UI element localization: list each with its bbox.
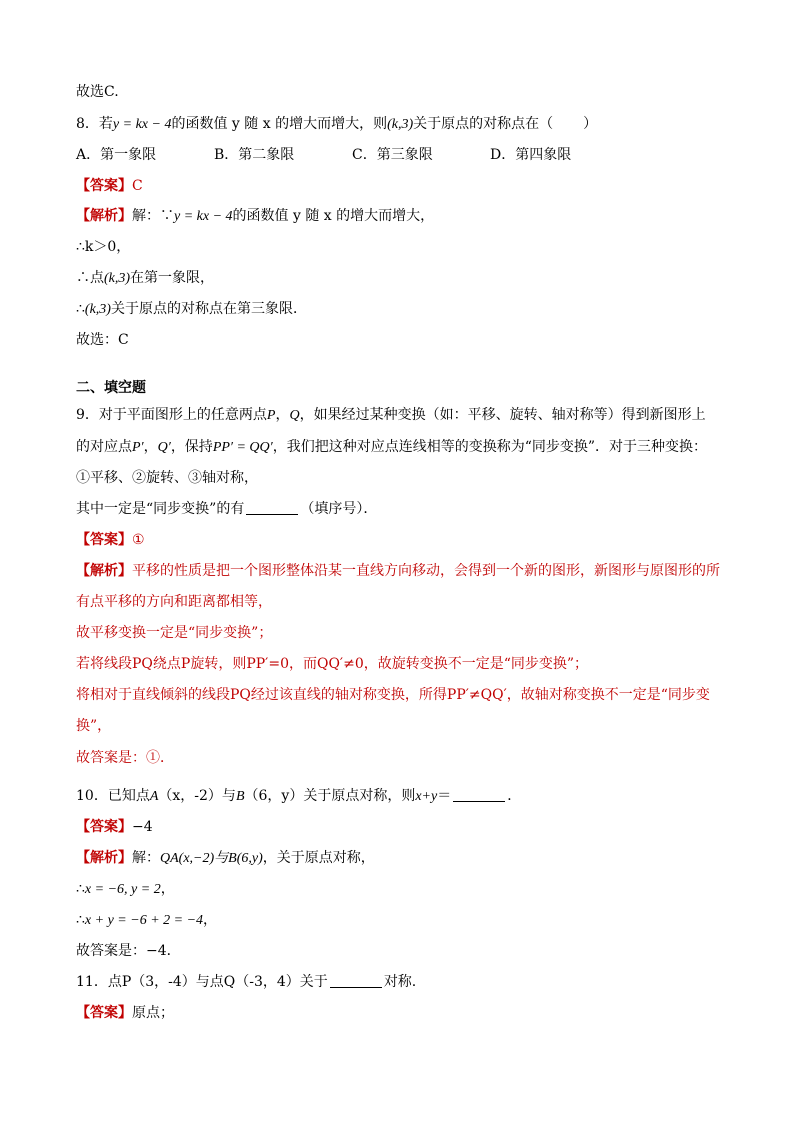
text: ， bbox=[203, 912, 218, 928]
text: ∴点 bbox=[76, 270, 104, 286]
text-line bbox=[76, 910, 217, 931]
math-expression: (k,3) bbox=[104, 271, 131, 286]
explanation-tag: 【解析】 bbox=[76, 563, 132, 579]
answer-value: ① bbox=[132, 532, 145, 548]
text: ，我们把这种对应点连线相等的变换称为“同步变换”．对于三种变换： bbox=[272, 439, 708, 455]
text: 关于原点的对称点在第三象限． bbox=[110, 301, 307, 317]
text-line bbox=[76, 654, 588, 674]
text-line bbox=[76, 299, 307, 320]
question-10 bbox=[76, 786, 521, 807]
math-expression: x = −6, y = 2 bbox=[84, 882, 161, 897]
explanation-line bbox=[76, 848, 375, 869]
text-line bbox=[76, 879, 175, 900]
text: 故答案是：①． bbox=[76, 750, 174, 766]
text: ∴ bbox=[76, 881, 85, 897]
text: ①平移、②旋转、③轴对称， bbox=[76, 470, 258, 486]
text-line bbox=[76, 941, 181, 961]
math-expression: (k,3) bbox=[84, 302, 111, 317]
text: 8．若 bbox=[76, 116, 113, 132]
answer-line bbox=[76, 1003, 174, 1023]
question-9-line-4 bbox=[76, 499, 377, 519]
text: ， bbox=[160, 881, 175, 897]
fill-blank bbox=[246, 500, 298, 515]
text-line bbox=[76, 268, 214, 289]
math-expression: Q bbox=[289, 408, 300, 423]
text: 的对应点 bbox=[76, 439, 132, 455]
option-a: A．第一象限 bbox=[76, 147, 157, 163]
answer-value: 原点； bbox=[132, 1005, 174, 1021]
explanation-tag: 【解析】 bbox=[76, 208, 132, 224]
text: ＝ bbox=[437, 788, 452, 804]
text: ， bbox=[275, 407, 290, 423]
text: （填序号）． bbox=[300, 501, 378, 517]
answer-line bbox=[76, 176, 143, 196]
text: 对称. bbox=[383, 974, 417, 990]
text: ． bbox=[507, 788, 522, 804]
text: ∴ bbox=[76, 301, 85, 317]
math-expression: y = kx − 4 bbox=[112, 117, 172, 132]
text-line bbox=[76, 82, 119, 102]
text-line bbox=[76, 330, 129, 350]
question-9-line-2 bbox=[76, 437, 707, 458]
question-9-line-1 bbox=[76, 405, 706, 426]
text: 故选：C bbox=[76, 332, 129, 348]
text: 在第一象限， bbox=[130, 270, 215, 286]
text-line bbox=[76, 685, 710, 705]
text: 关于原点的对称点在（ bbox=[413, 116, 554, 132]
text-line bbox=[76, 468, 258, 488]
math-expression: QA(x,−2)与B(6,y) bbox=[160, 851, 263, 866]
text: ） bbox=[583, 116, 598, 132]
math-expression: A bbox=[149, 789, 159, 804]
text: 的函数值 y 随 x 的增大而增大，则 bbox=[171, 116, 388, 132]
text: （6，y）关于原点对称，则 bbox=[244, 788, 416, 804]
text-line bbox=[76, 592, 272, 612]
fill-blank bbox=[453, 787, 505, 802]
text: 故答案是：−4． bbox=[76, 943, 181, 959]
math-expression: PP′ = QQ′ bbox=[212, 440, 273, 455]
option-b: B．第二象限 bbox=[214, 147, 295, 163]
text-line bbox=[76, 716, 111, 736]
math-expression: B bbox=[235, 789, 245, 804]
text: 其中一定是“同步变换”的有 bbox=[76, 501, 245, 517]
question-8 bbox=[76, 114, 597, 135]
math-expression: P′ bbox=[132, 440, 144, 455]
section-heading: 二、填空题 bbox=[76, 380, 146, 396]
text: ∴ bbox=[76, 912, 85, 928]
math-expression: (k,3) bbox=[387, 117, 414, 132]
math-expression: x+y bbox=[415, 789, 438, 804]
text: 解：∵ bbox=[132, 208, 174, 224]
math-expression: P bbox=[266, 408, 276, 423]
text: 换”， bbox=[76, 718, 112, 734]
text: 故选C. bbox=[76, 84, 119, 100]
answer-line bbox=[76, 817, 153, 837]
question-11 bbox=[76, 972, 416, 992]
text: 平移的性质是把一个图形整体沿某一直线方向移动，会得到一个新的图形，新图形与原图形的所 bbox=[132, 563, 720, 579]
text-line bbox=[76, 237, 130, 257]
explanation-tag: 【解析】 bbox=[76, 850, 132, 866]
text: ，关于原点对称， bbox=[262, 850, 375, 866]
answer-tag: 【答案】 bbox=[76, 1005, 132, 1021]
explanation-line bbox=[76, 206, 434, 227]
option-d: D．第四象限 bbox=[490, 147, 572, 163]
text-line bbox=[76, 623, 272, 643]
text: 解： bbox=[132, 850, 160, 866]
math-expression: x + y = −6 + 2 = −4 bbox=[84, 913, 204, 928]
text: 若将线段PQ绕点P旋转，则PP′=0，而QQ′≠0，故旋转变换不一定是“同步变换”； bbox=[76, 656, 589, 672]
text: ，保持 bbox=[170, 439, 213, 455]
text: 11．点P（3，-4）与点Q（-3，4）关于 bbox=[76, 974, 328, 990]
answer-tag: 【答案】 bbox=[76, 178, 132, 194]
math-expression: y = kx − 4 bbox=[174, 209, 233, 224]
text-line bbox=[76, 748, 174, 768]
text: 的函数值 y 随 x 的增大而增大， bbox=[232, 208, 435, 224]
answer-value: C bbox=[132, 178, 143, 194]
text: 故平移变换一定是“同步变换”； bbox=[76, 625, 273, 641]
text: ，如果经过某种变换（如：平移、旋转、轴对称等）得到新图形上 bbox=[299, 407, 706, 423]
text: 将相对于直线倾斜的线段PQ经过该直线的轴对称变换，所得PP′≠QQ′，故轴对称变换不一定是“同步变 bbox=[76, 687, 710, 703]
text: 9．对于平面图形上的任意两点 bbox=[76, 407, 267, 423]
answer-line bbox=[76, 530, 145, 550]
text: ， bbox=[143, 439, 158, 455]
math-expression: Q′ bbox=[157, 440, 171, 455]
answer-tag: 【答案】 bbox=[76, 819, 132, 835]
fill-blank bbox=[330, 973, 382, 988]
text: ∴k＞0， bbox=[76, 239, 131, 255]
text: （x，-2）与 bbox=[158, 788, 236, 804]
answer-value: −4 bbox=[132, 819, 153, 835]
answer-tag: 【答案】 bbox=[76, 532, 132, 548]
text: 10．已知点 bbox=[76, 788, 150, 804]
option-c: C．第三象限 bbox=[352, 147, 433, 163]
text: 有点平移的方向和距离都相等， bbox=[76, 594, 272, 610]
explanation-line bbox=[76, 561, 720, 581]
